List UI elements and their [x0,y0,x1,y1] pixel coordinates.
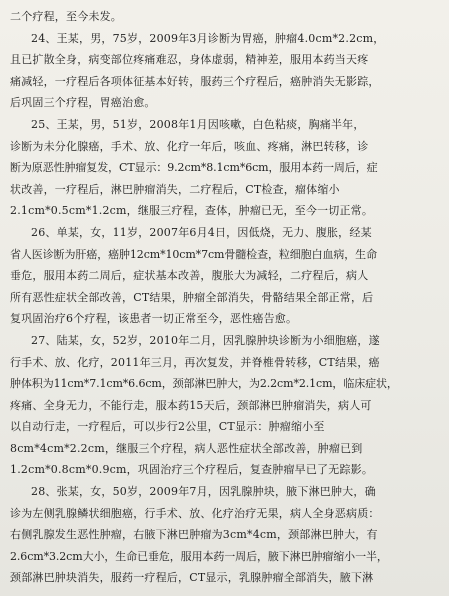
text-line: 省人医诊断为肝癌，癌肿12cm*10cm*7cm骨髓检查，粒细胞白血病，生命 [10,247,377,261]
text-line: 后巩固三个疗程，胃癌治愈。 [10,96,156,110]
text-line: 断为原恶性肿瘤复发，CT显示：9.2cm*8.1cm*6cm，服用本药一周后，症 [10,161,378,175]
text-line: 复巩固治疗6个疗程，该患者一切正常至今，恶性癌告愈。 [10,312,298,326]
text-line: 状改善，一疗程后，淋巴肿瘤消失，二疗程后，CT检查，瘤体缩小 [10,182,340,196]
text-line: 2.6cm*3.2cm大小，生命已垂危，服用本药一周后，腋下淋巴肿瘤缩小一半， [10,549,388,563]
text-line: 右侧乳腺发生恶性肿瘤，右腋下淋巴肿瘤为3cm*4cm，颈部淋巴肿大，有 [10,528,378,542]
text-line: 2.1cm*0.5cm*1.2cm，继服三疗程，查体，肿瘤已无，至今一切正常。 [10,204,374,218]
text-line: 以自动行走，一疗程后，可以步行2公里，CT显示：肿瘤缩小至 [10,420,325,434]
text-line: 行手术、放、化疗，2011年三月，再次复发，并脊椎骨转移，CT结果，癌 [10,355,380,369]
text-line: 8cm*4cm*2.2cm，继服三个疗程，病人恶性症状全部改善，肿瘤已到 [10,441,363,455]
text-line: 1.2cm*0.8cm*0.9cm，巩固治疗三个疗程后，复查肿瘤早已了无踪影。 [10,463,374,477]
text-line: 疼痛、全身无力，不能行走，服本药15天后，颈部淋巴肿瘤消失，病人可 [10,398,372,412]
text-line: 诊断为未分化腺癌，手术、放、化疗一年后，咳血、疼痛，淋巴转移，诊 [10,139,369,153]
text-line: 痛减轻，一疗程后各项体征基本好转，服药三个疗程后，癌肿消失无影踪， [10,74,380,88]
text-line: 28、张某，女，50岁，2009年7月，因乳腺肿块，腋下淋巴肿大，确 [31,485,376,499]
text-line: 24、王某，男，75岁，2009年3月诊断为胃癌，肿瘤4.0cm*2.2cm， [31,31,385,45]
text-line: 所有恶性症状全部改善，CT结果，肿瘤全部消失，骨骼结果全部正常，后 [10,290,374,304]
document-text [10,6,441,589]
text-line: 垂危，服用本药二周后，症状基本改善，腹胀大为减轻，二疗程后，病人 [10,269,369,283]
text-line: 肿体积为11cm*7.1cm*6.6cm，颈部淋巴肿大，为2.2cm*2.1cm，临床症状， [10,377,398,391]
text-line: 27、陆某，女，52岁，2010年二月，因乳腺肿块诊断为小细胞癌，遂 [31,333,380,347]
text-line: 26、单某，女，11岁，2007年6月4日，因低烧，无力、腹胀，经某 [31,225,372,239]
text-line: 且已扩散全身，病变部位疼痛难忍，身体虚弱，精神差，服用本药当天疼 [10,53,369,67]
text-line: 二个疗程，至今未发。 [10,10,122,23]
text-line: 诊为左侧乳腺鳞状细胞癌，行手术、放、化疗治疗无果，病人全身恶病质： [10,506,380,520]
text-line: 颈部淋巴肿块消失，服药一疗程后，CT显示，乳腺肿瘤全部消失，腋下淋 [10,571,374,585]
text-line: 25、王某，男，51岁，2008年1月因咳嗽，白色粘痰，胸痛半年， [31,117,365,131]
